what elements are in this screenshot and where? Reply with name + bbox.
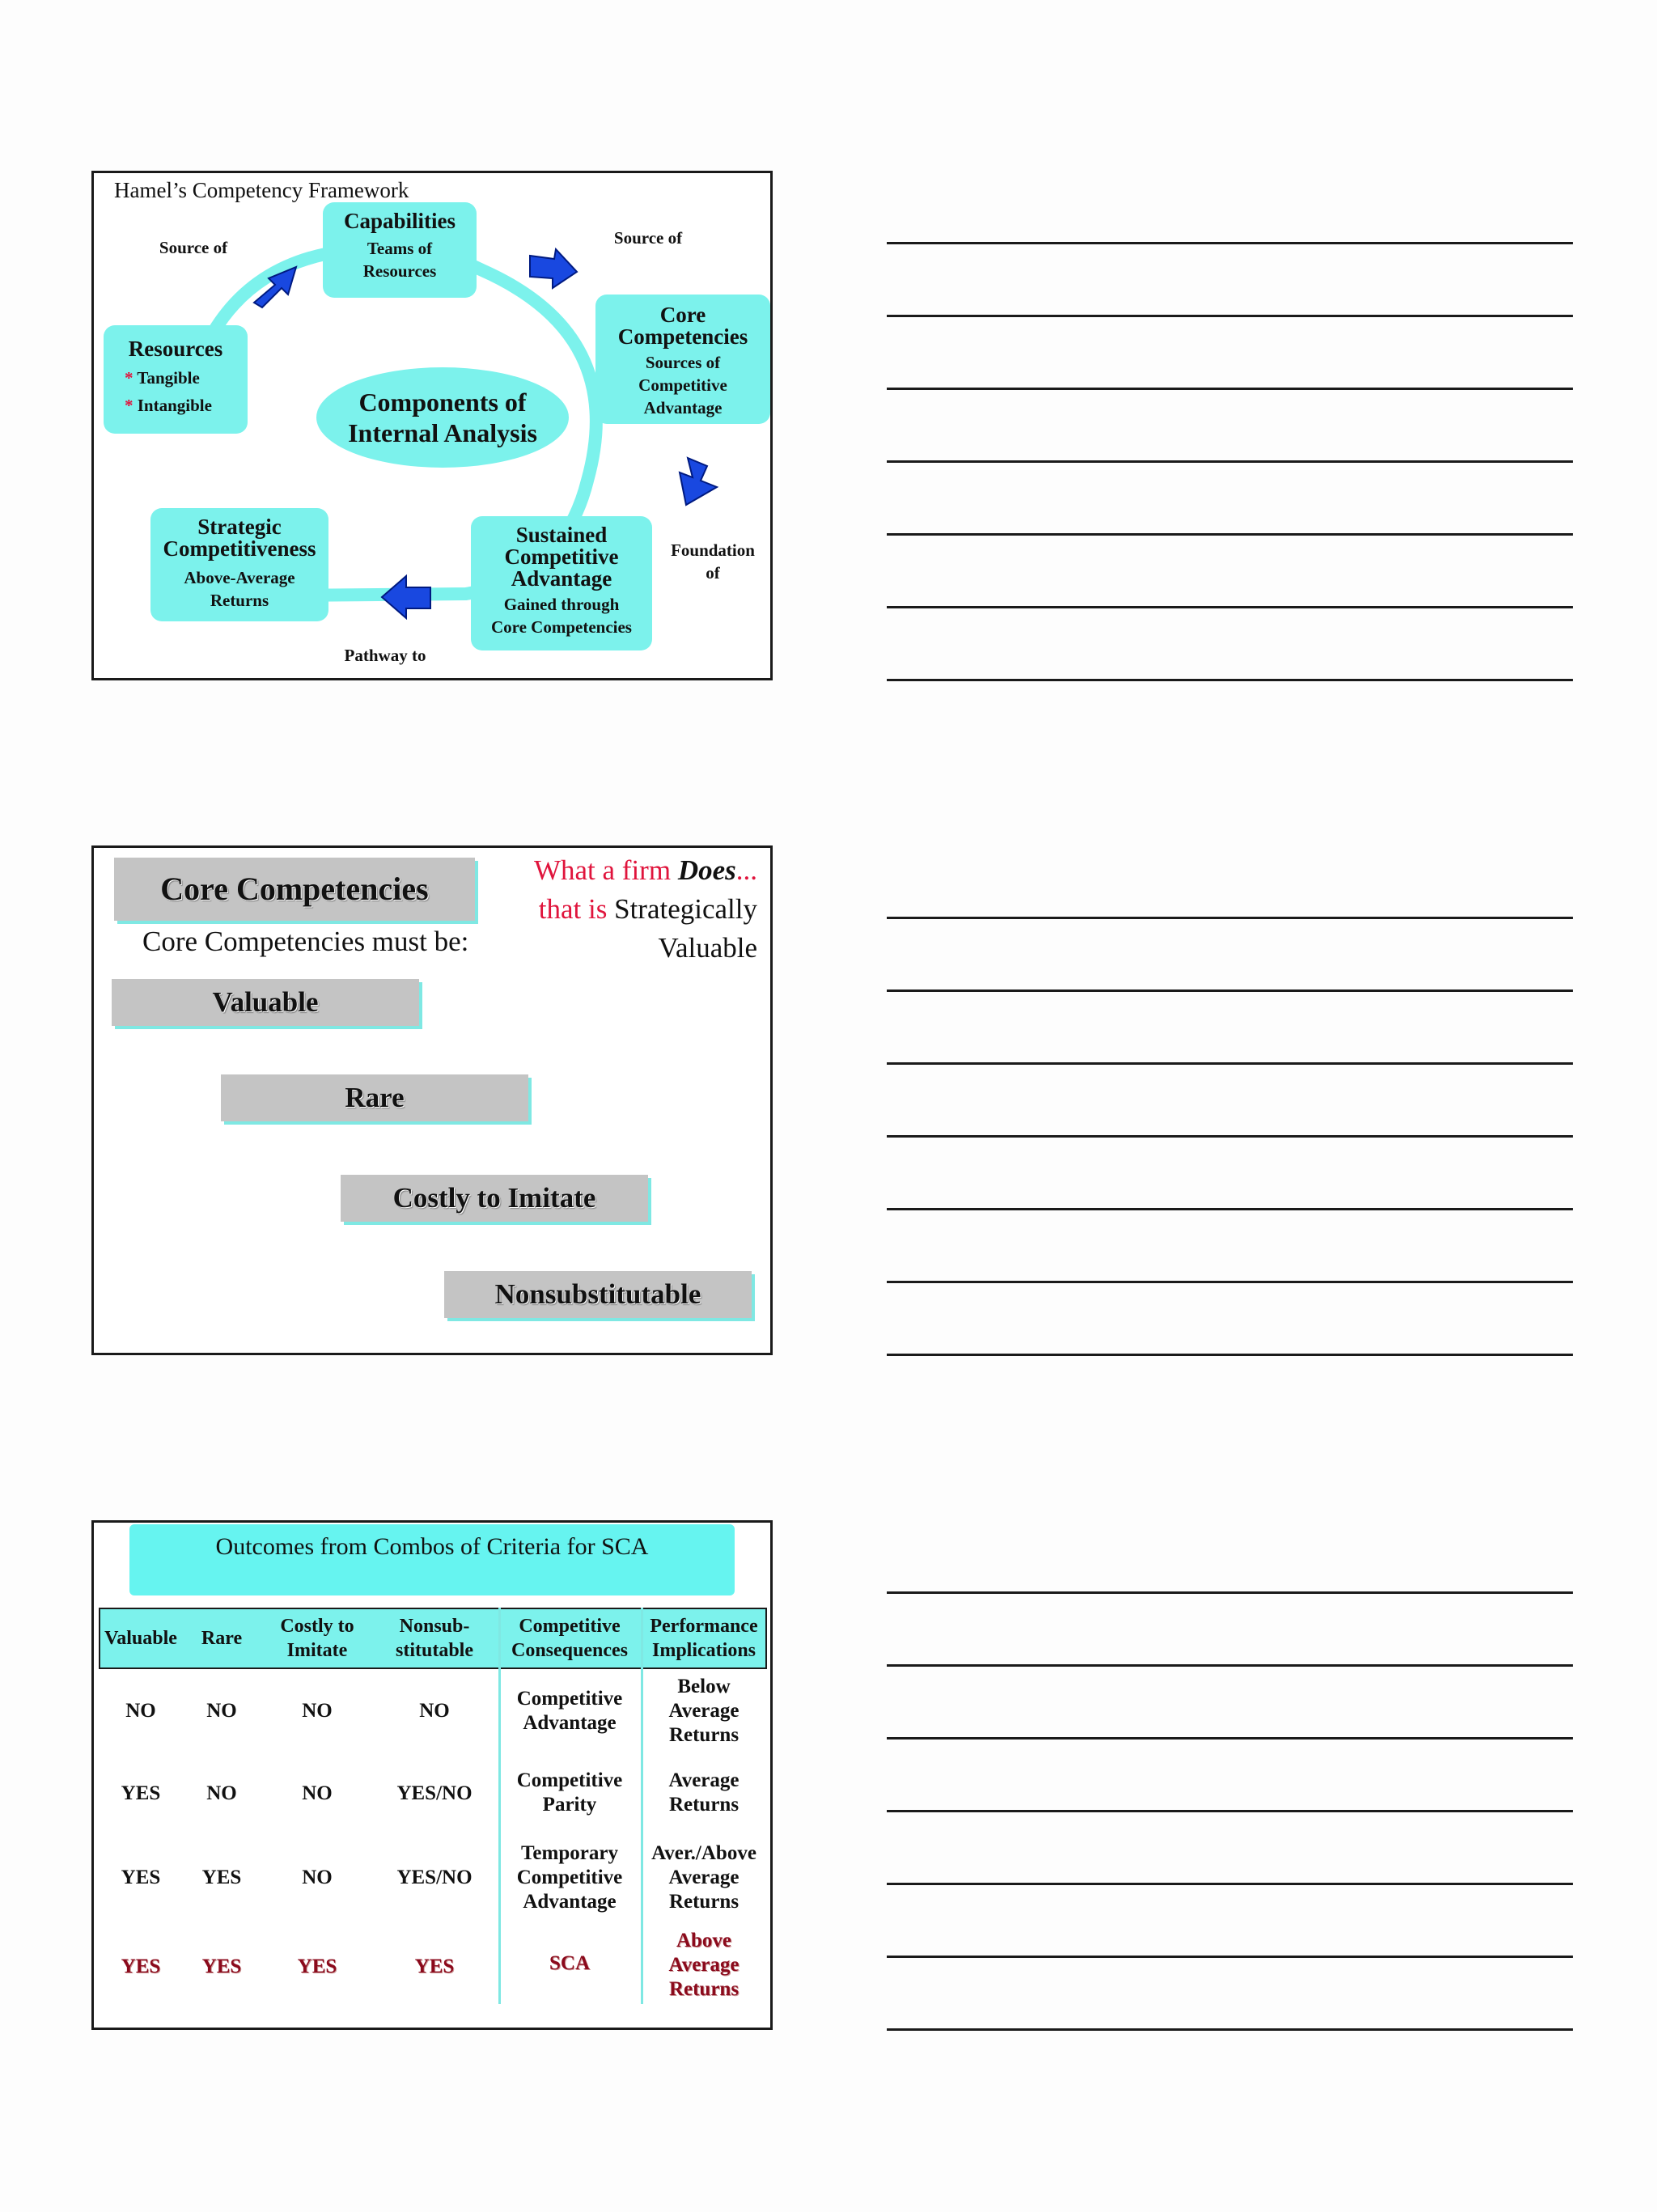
slide-title: Hamel’s Competency Framework [114,178,409,202]
row3-nonsub: YES/NO [396,1867,473,1888]
row4-rare: YES [201,1956,242,1977]
capabilities-box [323,202,477,298]
quote-text: What a firm [533,854,678,886]
criterion-valuable: Valuable [112,979,419,1026]
center-ellipse [316,366,569,469]
core-sub-1: Sources of [645,353,721,372]
row2-consequence-line-1: Competitive [516,1769,623,1791]
note-line [887,679,1573,681]
note-line [887,1737,1573,1740]
label-source-of-left: Source of [159,238,228,257]
row1-consequence-line-2: Advantage [523,1712,617,1734]
row4-consequence: SCA [549,1952,590,1974]
note-line [887,917,1573,919]
note-line [887,1883,1573,1885]
row2-implication-line-2: Returns [668,1794,740,1816]
center-line-1: Components of [358,388,527,417]
criterion-nonsubstitutable: Nonsubstitutable [444,1271,752,1318]
header-costly-line-1: Costly to [280,1616,354,1637]
note-line [887,2028,1573,2031]
resources-item-tangible [104,367,248,389]
quote-emphasis: Does [677,854,736,886]
quote-ellipsis: ... [735,854,757,886]
resources-item-label: Intangible [137,396,212,415]
header-nonsubstitutable [374,1614,495,1663]
sustained-title-3: Advantage [511,566,612,591]
note-line [887,1208,1573,1210]
label-pathway-to: Pathway to [344,646,426,665]
note-line [887,460,1573,463]
header-costly-line-2: Imitate [286,1640,348,1661]
core-sub-2: Competitive [638,375,727,395]
center-line-2: Internal Analysis [348,418,537,447]
row3-implication-line-2: Average [668,1867,740,1888]
note-line [887,388,1573,390]
quote-line-3: Valuable [658,932,757,964]
note-line [887,1135,1573,1138]
row2-costly: NO [302,1782,333,1804]
note-line [887,989,1573,992]
row3-implication-line-3: Returns [668,1891,740,1913]
row2-valuable: YES [121,1782,161,1804]
resources-item-label: Tangible [137,368,200,388]
strategic-sub-2: Returns [210,591,269,610]
row1-rare: NO [206,1700,237,1722]
sustained-sub-2: Core Competencies [491,617,632,637]
strategic-sub-1: Above-Average [184,568,295,587]
note-line [887,1810,1573,1812]
arrow-up-right-icon [248,262,304,311]
note-line [887,1354,1573,1356]
header-consequences-line-1: Competitive [519,1616,621,1637]
header-implications-line-1: Performance [650,1616,758,1637]
note-line [887,315,1573,317]
note-line [887,1664,1573,1667]
core-title-2: Competencies [617,324,748,349]
row4-implication-line-1: Above [676,1930,732,1951]
row1-valuable: NO [125,1700,156,1722]
row1-nonsub: NO [419,1700,450,1722]
slide-core-competencies [91,845,773,1355]
row3-costly: NO [302,1867,333,1888]
row4-implication-line-3: Returns [668,1978,740,2000]
header-nonsub-line-1: Nonsub- [399,1616,470,1637]
row3-consequence-line-1: Temporary [521,1842,618,1864]
row2-consequence [498,1769,641,1817]
row4-valuable: YES [121,1956,161,1977]
outcomes-title: Outcomes from Combos of Criteria for SCA [129,1524,735,1595]
sustained-sub-1: Gained through [503,595,620,614]
sustained-advantage-box [471,516,652,650]
arrow-down-icon [670,455,727,511]
row3-rare: YES [201,1867,242,1888]
label-foundation-line-2: of [706,563,720,583]
row1-implication-line-1: Below [677,1676,731,1697]
row1-implication-line-3: Returns [668,1724,740,1746]
row1-implication [641,1675,767,1748]
row1-implication-line-2: Average [668,1700,740,1722]
row3-implication-line-1: Aver./Above [651,1842,756,1864]
capabilities-title: Capabilities [343,209,456,233]
sustained-title-2: Competitive [504,545,619,569]
label-foundation-line-1: Foundation [671,540,755,560]
row1-costly: NO [302,1700,333,1722]
note-line [887,1281,1573,1283]
capabilities-sub-2: Resources [362,261,437,281]
arrow-right-icon [527,244,583,293]
note-line [887,1956,1573,1958]
quote-strategically: Strategically [614,893,757,925]
row3-consequence-line-3: Advantage [523,1891,617,1913]
row2-consequence-line-2: Parity [542,1794,597,1816]
header-consequences-line-2: Consequences [511,1640,628,1661]
strategic-competitiveness-box [150,508,328,621]
header-nonsub-line-2: stitutable [396,1640,473,1661]
row4-costly: YES [297,1956,337,1977]
row2-implication [641,1769,767,1817]
row2-rare: NO [206,1782,237,1804]
quote-block [417,851,757,968]
bullet-star: * [125,396,133,415]
slide-sca-outcomes [91,1520,773,2030]
arrow-left-icon [379,571,435,620]
row1-consequence-line-1: Competitive [516,1688,623,1710]
criterion-rare: Rare [221,1074,528,1121]
row3-consequence-line-2: Competitive [516,1867,623,1888]
slide-competency-framework [91,171,773,680]
row2-implication-line-1: Average [668,1769,740,1791]
note-line [887,606,1573,608]
quote-line-2 [417,890,757,929]
header-consequences [498,1614,641,1663]
capabilities-sub-1: Teams of [367,239,433,258]
core-competencies-box [595,295,770,424]
row3-valuable: YES [121,1867,161,1888]
resources-title: Resources [128,337,223,361]
core-competencies-title: Core Competencies [114,858,475,921]
header-implications-line-2: Implications [651,1640,756,1661]
note-line [887,1591,1573,1594]
criterion-costly-to-imitate: Costly to Imitate [341,1175,648,1222]
row4-implication [641,1929,767,2002]
header-costly [261,1614,374,1663]
row3-consequence [498,1841,641,1914]
header-valuable: Valuable [104,1628,177,1649]
must-be-text: Core Competencies must be: [142,926,469,957]
row3-implication [641,1841,767,1914]
strategic-title-1: Strategic [197,515,282,539]
quote-line-1 [417,851,757,890]
row2-nonsub: YES/NO [396,1782,473,1804]
strategic-title-2: Competitiveness [163,536,316,561]
row4-nonsub: YES [414,1956,455,1977]
note-line [887,1062,1573,1065]
header-rare: Rare [201,1628,243,1649]
sustained-title-1: Sustained [515,523,608,547]
label-foundation-of [660,539,765,584]
resources-item-intangible [104,394,248,417]
bullet-star: * [125,368,133,388]
note-line [887,242,1573,244]
core-title-1: Core [659,303,706,327]
row1-consequence [498,1687,641,1735]
core-sub-3: Advantage [643,398,723,417]
resources-box [104,325,248,434]
row4-implication-line-2: Average [668,1954,740,1976]
header-implications [641,1614,767,1663]
note-line [887,533,1573,536]
label-source-of-right: Source of [613,228,683,248]
quote-text: that is [538,893,615,925]
